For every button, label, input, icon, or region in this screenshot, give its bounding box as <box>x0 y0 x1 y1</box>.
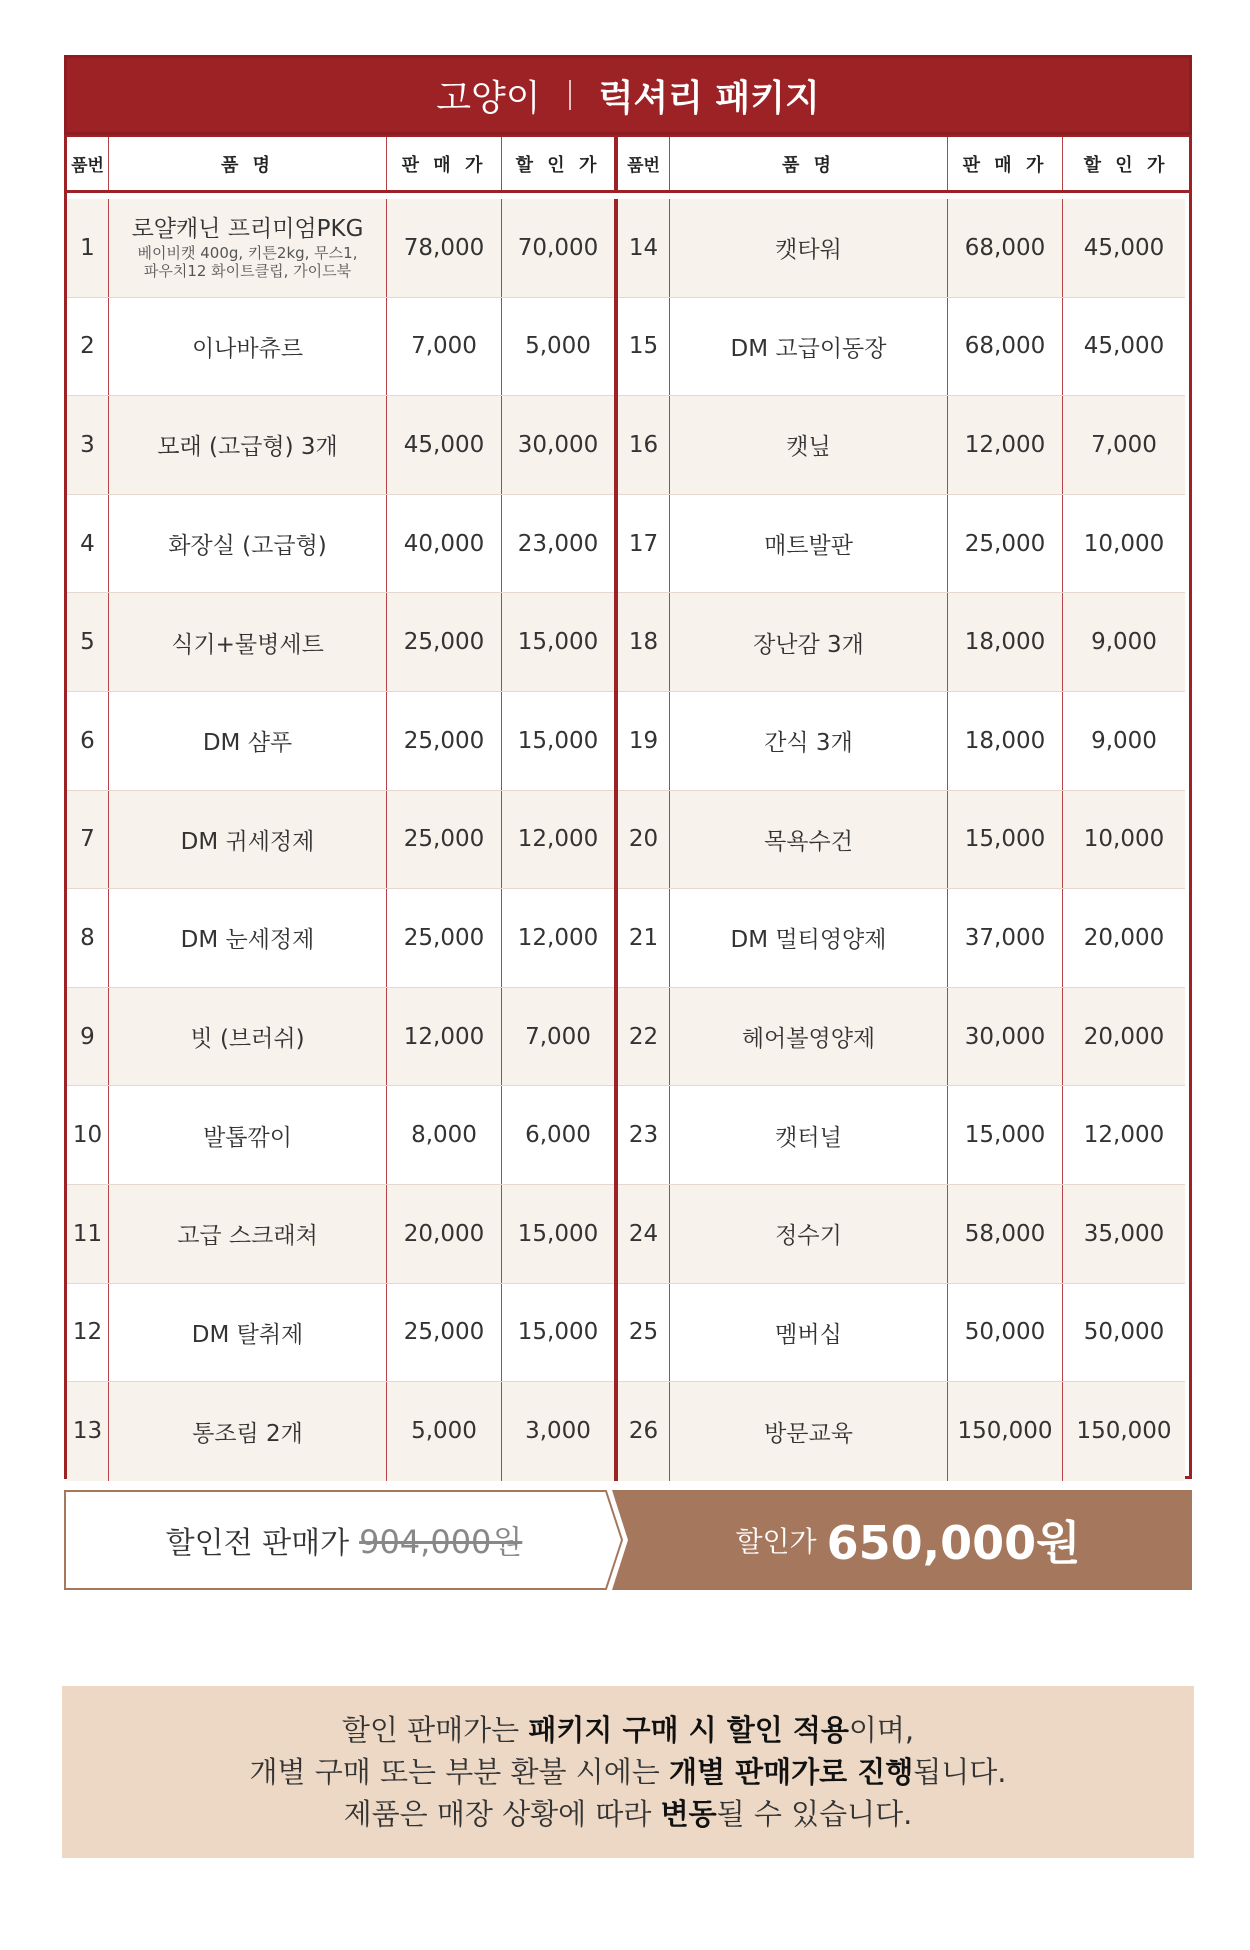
item-name: 화장실 (고급형) <box>109 495 387 593</box>
item-discount-price: 150,000 <box>1076 1418 1172 1445</box>
header-discount-right: 할 인 가 <box>1083 154 1169 176</box>
item-price: 40,000 <box>387 495 502 593</box>
item-number: 25 <box>618 1284 670 1382</box>
category-label: 고양이 <box>436 77 541 119</box>
table-row <box>618 199 1185 298</box>
item-discount-price: 23,000 <box>517 530 599 557</box>
item-number: 21 <box>618 889 670 987</box>
item-price: 68,000 <box>948 298 1063 396</box>
discount-price-value: 650,000원 <box>826 1516 1081 1570</box>
item-price: 15,000 <box>948 1086 1063 1184</box>
item-name: 통조림 2개 <box>109 1382 387 1481</box>
notice-text: 될 수 있습니다. <box>716 1797 913 1832</box>
item-number: 1 <box>67 199 109 297</box>
table-row <box>618 1185 1185 1284</box>
item-discount-price: 20,000 <box>1083 924 1165 951</box>
item-price: 20,000 <box>387 1185 502 1283</box>
item-price: 25,000 <box>387 593 502 691</box>
item-discount-price: 9,000 <box>1091 629 1157 656</box>
table-row <box>67 298 614 397</box>
item-name: 방문교육 <box>670 1382 948 1481</box>
notice-emphasis: 패키지 구매 시 할인 적용 <box>528 1712 849 1747</box>
discount-price <box>624 1490 1192 1590</box>
item-discount-price: 12,000 <box>517 826 599 853</box>
item-discount-price: 7,000 <box>1091 431 1157 458</box>
table-row <box>67 396 614 495</box>
header-price-right: 판 매 가 <box>948 137 1063 190</box>
notice-text: 개별 구매 또는 부분 환불 시에는 <box>249 1754 669 1789</box>
table-row <box>67 495 614 594</box>
item-number: 22 <box>618 988 670 1086</box>
item-number: 20 <box>618 791 670 889</box>
item-price: 25,000 <box>387 791 502 889</box>
discount-price-label: 할인가 <box>735 1525 817 1558</box>
notice-line-3 <box>344 1793 913 1835</box>
item-price: 12,000 <box>387 988 502 1086</box>
table-row <box>67 1382 614 1481</box>
original-price-value: 904,000원 <box>359 1523 523 1561</box>
table-row <box>67 988 614 1087</box>
item-discount-price: 15,000 <box>517 1220 599 1247</box>
notice-line-2 <box>249 1751 1006 1793</box>
item-name: 멤버십 <box>670 1284 948 1382</box>
item-discount-price: 45,000 <box>1083 333 1165 360</box>
table-row <box>618 1382 1185 1481</box>
item-name: 발톱깎이 <box>109 1086 387 1184</box>
item-discount-price: 70,000 <box>517 234 599 261</box>
item-name: DM 고급이동장 <box>670 298 948 396</box>
item-number: 26 <box>618 1382 670 1481</box>
table-row <box>618 1284 1185 1383</box>
item-name: 캣닢 <box>670 396 948 494</box>
table-row <box>67 791 614 890</box>
item-price: 30,000 <box>948 988 1063 1086</box>
table-left-half <box>67 199 618 1481</box>
title-divider <box>569 80 571 110</box>
item-name: DM 눈세정제 <box>109 889 387 987</box>
item-number: 9 <box>67 988 109 1086</box>
item-number: 7 <box>67 791 109 889</box>
item-name: 간식 3개 <box>670 692 948 790</box>
table-row <box>618 692 1185 791</box>
item-name: DM 탈취제 <box>109 1284 387 1382</box>
item-name: 헤어볼영양제 <box>670 988 948 1086</box>
table-row <box>67 1284 614 1383</box>
original-price-label: 할인전 판매가 <box>165 1526 350 1561</box>
item-number: 19 <box>618 692 670 790</box>
item-number: 2 <box>67 298 109 396</box>
item-discount-price: 15,000 <box>517 1319 599 1346</box>
item-name: 정수기 <box>670 1185 948 1283</box>
table-row <box>67 593 614 692</box>
item-discount-price: 45,000 <box>1083 234 1165 261</box>
item-number: 11 <box>67 1185 109 1283</box>
item-name: 캣타워 <box>670 199 948 297</box>
notice-emphasis: 개별 판매가로 진행 <box>668 1754 914 1789</box>
item-discount-price: 10,000 <box>1083 826 1165 853</box>
price-table <box>64 135 1192 1479</box>
package-name: 럭셔리 패키지 <box>598 77 820 119</box>
item-price: 25,000 <box>387 889 502 987</box>
item-discount-price: 9,000 <box>1091 727 1157 754</box>
item-discount-price: 6,000 <box>525 1122 591 1149</box>
item-discount-price: 12,000 <box>517 924 599 951</box>
table-row <box>618 298 1185 397</box>
item-price: 78,000 <box>387 199 502 297</box>
original-price <box>64 1490 624 1590</box>
item-detail: 파우치12 화이트클립, 가이드북 <box>143 261 352 280</box>
table-right-half <box>618 199 1185 1481</box>
item-name: 캣터널 <box>670 1086 948 1184</box>
item-price: 8,000 <box>387 1086 502 1184</box>
notice-text: 됩니다. <box>913 1754 1007 1789</box>
item-number: 3 <box>67 396 109 494</box>
table-row <box>618 1086 1185 1185</box>
item-number: 5 <box>67 593 109 691</box>
item-name: 모래 (고급형) 3개 <box>109 396 387 494</box>
item-number: 4 <box>67 495 109 593</box>
item-price: 7,000 <box>387 298 502 396</box>
item-price: 58,000 <box>948 1185 1063 1283</box>
table-header <box>67 135 1189 193</box>
notice-text: 제품은 매장 상황에 따라 <box>343 1797 661 1832</box>
item-name: 장난감 3개 <box>670 593 948 691</box>
item-discount-price: 10,000 <box>1083 530 1165 557</box>
table-row <box>618 396 1185 495</box>
table-row <box>67 199 614 298</box>
item-number: 13 <box>67 1382 109 1481</box>
item-name: 식기+물병세트 <box>109 593 387 691</box>
item-discount-price: 7,000 <box>525 1023 591 1050</box>
table-row <box>67 1086 614 1185</box>
header-name-left: 품 명 <box>109 137 387 190</box>
item-number: 18 <box>618 593 670 691</box>
notice-box <box>62 1686 1194 1858</box>
notice-line-1 <box>342 1709 914 1751</box>
item-price: 5,000 <box>387 1382 502 1481</box>
item-price: 45,000 <box>387 396 502 494</box>
header-discount-left: 할 인 가 <box>502 137 618 190</box>
header-price-left: 판 매 가 <box>387 137 502 190</box>
table-row <box>67 889 614 988</box>
table-row <box>67 1185 614 1284</box>
item-discount-price: 12,000 <box>1083 1122 1165 1149</box>
item-discount-price: 50,000 <box>1083 1319 1165 1346</box>
item-price: 25,000 <box>387 1284 502 1382</box>
item-price: 50,000 <box>948 1284 1063 1382</box>
item-discount-price: 5,000 <box>525 333 591 360</box>
notice-emphasis: 변동 <box>660 1797 717 1832</box>
package-title-banner <box>64 55 1192 135</box>
item-number: 15 <box>618 298 670 396</box>
item-number: 6 <box>67 692 109 790</box>
item-number: 10 <box>67 1086 109 1184</box>
item-price: 12,000 <box>948 396 1063 494</box>
item-number: 12 <box>67 1284 109 1382</box>
notice-text: 이며, <box>848 1712 915 1747</box>
item-price: 25,000 <box>387 692 502 790</box>
item-discount-price: 3,000 <box>525 1418 591 1445</box>
item-number: 8 <box>67 889 109 987</box>
item-discount-price: 30,000 <box>517 431 599 458</box>
item-price: 15,000 <box>948 791 1063 889</box>
table-row <box>618 495 1185 594</box>
item-detail: 베이비캣 400g, 키튼2kg, 무스1, <box>137 244 358 263</box>
table-body <box>67 199 1189 1481</box>
item-name <box>109 199 387 297</box>
item-name: 매트발판 <box>670 495 948 593</box>
table-row <box>618 988 1185 1087</box>
header-name-right: 품 명 <box>670 137 948 190</box>
item-discount-price: 35,000 <box>1083 1220 1165 1247</box>
item-name: 빗 (브러쉬) <box>109 988 387 1086</box>
item-name: 고급 스크래쳐 <box>109 1185 387 1283</box>
item-name: 이나바츄르 <box>109 298 387 396</box>
item-name: DM 샴푸 <box>109 692 387 790</box>
header-num-left: 품번 <box>67 137 109 190</box>
item-number: 16 <box>618 396 670 494</box>
header-num-right: 품번 <box>618 137 670 190</box>
table-row <box>67 692 614 791</box>
item-number: 14 <box>618 199 670 297</box>
item-price: 68,000 <box>948 199 1063 297</box>
item-price: 25,000 <box>948 495 1063 593</box>
item-name: DM 귀세정제 <box>109 791 387 889</box>
item-price: 18,000 <box>948 593 1063 691</box>
item-number: 24 <box>618 1185 670 1283</box>
item-price: 150,000 <box>948 1382 1063 1481</box>
table-row <box>618 593 1185 692</box>
item-price: 37,000 <box>948 889 1063 987</box>
table-row <box>618 889 1185 988</box>
item-discount-price: 15,000 <box>517 727 599 754</box>
item-price: 18,000 <box>948 692 1063 790</box>
item-discount-price: 15,000 <box>517 629 599 656</box>
item-name: 목욕수건 <box>670 791 948 889</box>
notice-text: 할인 판매가는 <box>341 1712 529 1747</box>
total-price-bar <box>64 1490 1192 1590</box>
item-name: DM 멀티영양제 <box>670 889 948 987</box>
item-discount-price: 20,000 <box>1083 1023 1165 1050</box>
item-name-main: 로얄캐닌 프리미엄PKG <box>131 215 364 242</box>
item-number: 23 <box>618 1086 670 1184</box>
item-number: 17 <box>618 495 670 593</box>
table-row <box>618 791 1185 890</box>
